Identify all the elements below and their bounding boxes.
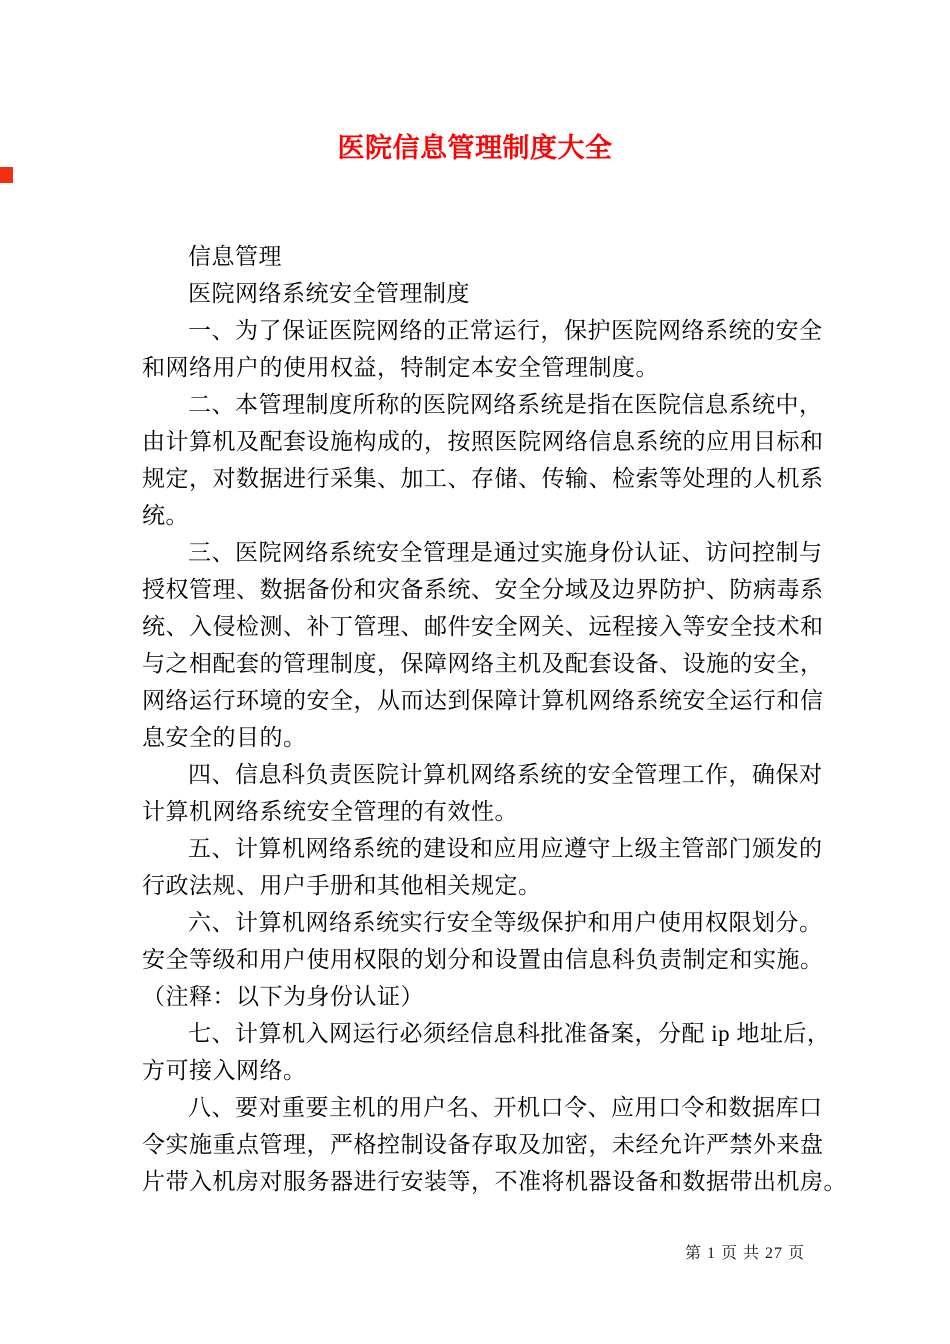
text-line: 五、计算机网络系统的建设和应用应遵守上级主管部门颁发的	[188, 836, 823, 861]
text-line: 信息管理	[188, 244, 282, 269]
document-body	[142, 238, 847, 1200]
text-line: 规定，对数据进行采集、加工、存储、传输、检索等处理的人机系	[142, 466, 824, 491]
text-line: 授权管理、数据备份和灾备系统、安全分域及边界防护、防病毒系	[142, 577, 824, 602]
text-line: 统、入侵检测、补丁管理、邮件安全网关、远程接入等安全技术和	[142, 614, 824, 639]
text-line: 网络运行环境的安全，从而达到保障计算机网络系统安全运行和信	[142, 688, 824, 713]
text-line: 与之相配套的管理制度，保障网络主机及配套设备、设施的安全，	[142, 651, 824, 676]
text-line: 七、计算机入网运行必须经信息科批准备案，分配 ip 地址后，	[188, 1021, 831, 1046]
text-line: 由计算机及配套设施构成的，按照医院网络信息系统的应用目标和	[142, 429, 824, 454]
text-line: 和网络用户的使用权益，特制定本安全管理制度。	[142, 355, 659, 380]
text-line: 二、本管理制度所称的医院网络系统是指在医院信息系统中，	[188, 392, 823, 417]
text-line: 方可接入网络。	[142, 1058, 307, 1083]
page-number: 第 1 页 共 27 页	[684, 1245, 805, 1262]
text-line: 四、信息科负责医院计算机网络系统的安全管理工作，确保对	[188, 762, 823, 787]
text-line: 医院网络系统安全管理制度	[188, 281, 470, 306]
text-line: 片带入机房对服务器进行安装等，不准将机器设备和数据带出机房。	[142, 1169, 847, 1194]
text-line: 统。	[142, 503, 189, 528]
text-line: 六、计算机网络系统实行安全等级保护和用户使用权限划分。	[188, 910, 823, 935]
text-line: 三、医院网络系统安全管理是通过实施身份认证、访问控制与	[188, 540, 823, 565]
text-line: 令实施重点管理，严格控制设备存取及加密，未经允许严禁外来盘	[142, 1132, 824, 1157]
text-line: 行政法规、用户手册和其他相关规定。	[142, 873, 542, 898]
text-line: 息安全的目的。	[142, 725, 307, 750]
text-line: （注释：以下为身份认证）	[142, 984, 424, 1009]
red-edge-marker	[0, 167, 13, 183]
document-title: 医院信息管理制度大全	[337, 133, 613, 163]
text-line: 安全等级和用户使用权限的划分和设置由信息科负责制定和实施。	[142, 947, 824, 972]
text-line: 八、要对重要主机的用户名、开机口令、应用口令和数据库口	[188, 1095, 823, 1120]
text-line: 计算机网络系统安全管理的有效性。	[142, 799, 518, 824]
text-line: 一、为了保证医院网络的正常运行，保护医院网络系统的安全	[188, 318, 823, 343]
